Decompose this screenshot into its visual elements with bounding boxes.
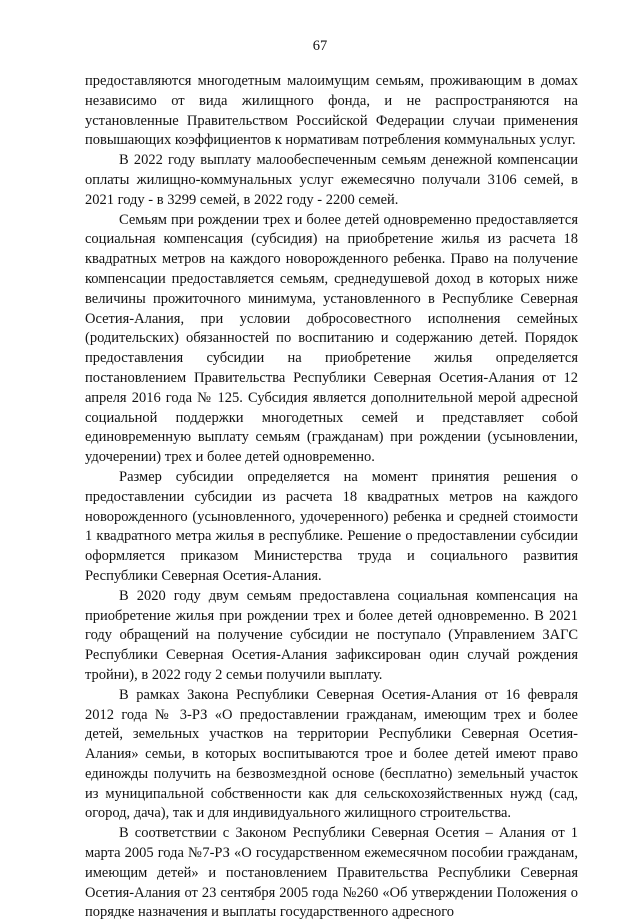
paragraph-multiple-birth-subsidy: Семьям при рождении трех и более детей одновременно предоставляется социальная компенсация (субсидия) на приобретение жилья из расчета 18 квадратных метров на каждого новорожденного ребенка. Право на получение компенсации предоставляется семьям, среднедушевой доход в которых ниже величины прожиточного минимума, установленного в Республике Северная Осетия-Алания, при условии добросовестного исполнения семейных (родительских) обязанностей по воспитанию и содержанию детей. Порядок предоставления субсидии на приобретение жилья определяется постановлением Правительства Республики Северная Осетия-Алания от 12 апреля 2016 года № 125. Субсидия является дополнительной мерой адресной социальной поддержки многодетных семей и представляет собой единовременную выплату семьям (гражданам) при рождении (усыновлении, удочерении) трех и более детей одновременно. — [85, 211, 578, 466]
paragraph-land-plots: В рамках Закона Республики Северная Осетия-Алания от 16 февраля 2012 года № 3-РЗ «О предоставлении гражданам, имеющим трех и более детей, земельных участков на территории Республики Северная Осетия-Алания» семьи, в которых воспитываются трое и более детей имеют право единожды получить на безвозмездной основе (бесплатно) земельный участок из муниципальной собственности как для сельскохозяйственных нужд (сад, огород, дача), так и для индивидуального жилищного строительства. — [85, 686, 578, 822]
paragraph-continuation: предоставляются многодетным малоимущим семьям, проживающим в домах независимо от вида жилищного фонда, и не распространяются на установленные Правительством Российской Федерации случаи применения повышающих коэффициентов к нормативам потребления коммунальных услуг. — [85, 73, 578, 149]
paragraph-housing-compensation: В 2022 году выплату малообеспеченным семьям денежной компенсации оплаты жилищно-коммунальных услуг ежемесячно получали 3106 семей, в 2021 году - в 3299 семей, в 2022 году - 2200 семей. — [85, 152, 578, 208]
document-body — [85, 72, 578, 923]
paragraph-subsidy-amount: Размер субсидии определяется на момент принятия решения о предоставлении субсидии из расчета 18 квадратных метров на каждого новорожденного (усыновленного, удочеренного) ребенка и средней стоимости 1 квадратного метра жилья в республике. Решение о предоставлении субсидии оформляется приказом Министерства труда и социального развития Республики Северная Осетия-Алания. — [85, 468, 578, 584]
paragraph-monthly-allowance: В соответствии с Законом Республики Северная Осетия – Алания от 1 марта 2005 года №7-РЗ «О государственном ежемесячном пособии гражданам, имеющим детей» и постановлением Правительства Республики Северная Осетия-Алания от 23 сентября 2005 года №260 «Об утверждении Положения о порядке назначения и выплаты государственного адресного — [85, 825, 578, 921]
paragraph-subsidy-statistics: В 2020 году двум семьям предоставлена социальная компенсация на приобретение жилья при рождении трех и более детей одновременно. В 2021 году обращений на получение субсидии не поступало (Управлением ЗАГС Республики Северная Осетия-Алания зафиксирован один случай рождения тройни), в 2022 году 2 семьи получили выплату. — [85, 587, 578, 683]
page-number: 67 — [312, 38, 328, 54]
